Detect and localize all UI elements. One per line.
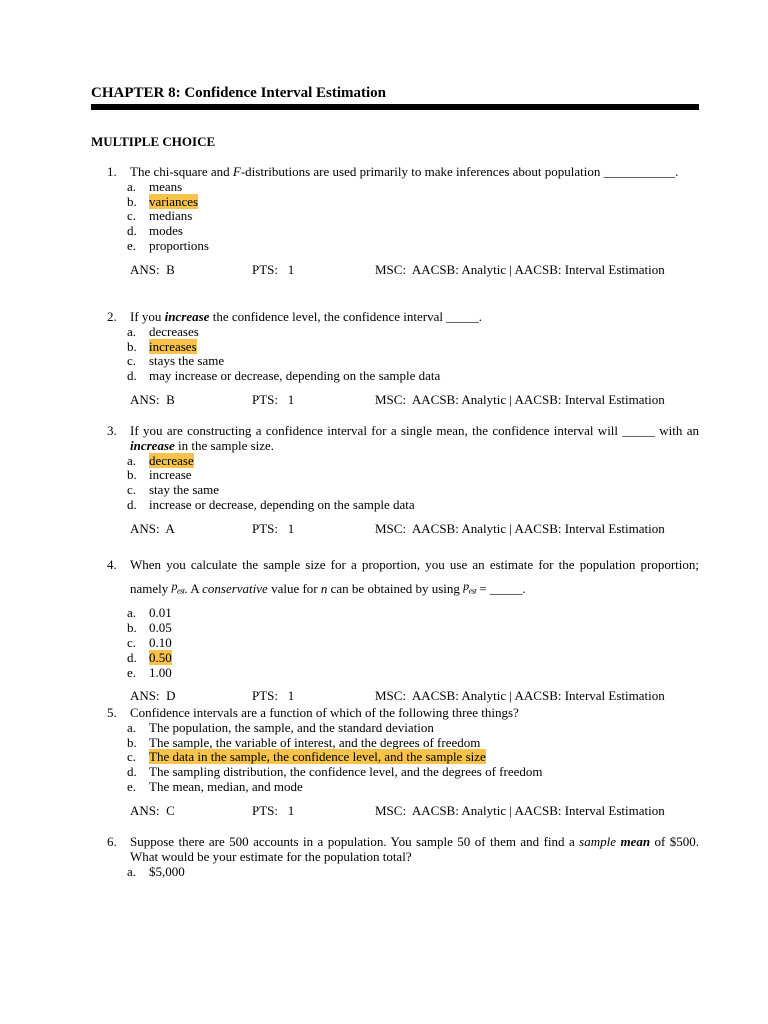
answer-option	[91, 750, 699, 765]
option-letter: c.	[127, 749, 137, 765]
points-label: PTS: 1	[252, 261, 295, 277]
msc-label: MSC: AACSB: Analytic | AACSB: Interval Estimation	[375, 520, 665, 536]
option-letter: e.	[127, 237, 137, 253]
option-text: The population, the sample, and the standard deviation	[149, 719, 434, 735]
title-rule	[91, 104, 699, 110]
stem-text: -distributions are used primarily to make inferences about population ___________.	[240, 164, 679, 179]
option-list	[91, 865, 699, 880]
stem-text: Suppose there are 500 accounts in a population. You sample 50 of them and find a	[130, 834, 580, 849]
answer-option	[91, 721, 699, 736]
option-letter: e.	[127, 778, 137, 794]
option-letter: d.	[127, 496, 137, 512]
option-letter: e.	[127, 664, 137, 680]
question-number: 3.	[107, 423, 117, 438]
points-label: PTS: 1	[252, 688, 295, 704]
option-text: 1.00	[149, 664, 172, 680]
chapter-title: CHAPTER 8: Confidence Interval Estimation	[91, 85, 386, 101]
section-heading: MULTIPLE CHOICE	[91, 134, 216, 149]
stem-italic: F	[232, 164, 241, 179]
option-letter: a.	[127, 605, 137, 621]
question-number: 4.	[107, 557, 117, 572]
question-5	[91, 706, 699, 819]
option-letter: c.	[127, 634, 137, 650]
stem-italic: n	[320, 581, 328, 596]
answer-label: ANS: B	[130, 261, 175, 277]
option-text-highlighted: The data in the sample, the confidence level, and the sample size	[149, 749, 486, 765]
option-list	[91, 325, 699, 384]
option-text: may increase or decrease, depending on the sample data	[149, 368, 441, 384]
option-list	[91, 454, 699, 513]
question-number: 6.	[107, 834, 117, 849]
answer-option	[91, 736, 699, 751]
option-text-highlighted: variances	[149, 193, 199, 209]
stem-text: When you calculate the sample size for a proportion, you use an estimate for the population proportion; namely	[130, 557, 699, 596]
answer-option	[91, 606, 699, 621]
stem-italic: sample	[579, 834, 617, 849]
option-text: means	[149, 178, 183, 194]
question-2	[91, 310, 699, 408]
option-text-highlighted: 0.50	[149, 649, 172, 665]
answer-line	[91, 522, 699, 537]
stem-text: If you are constructing a confidence interval for a single mean, the confidence interval will _____ with an	[130, 423, 699, 438]
answer-line	[91, 689, 699, 704]
points-label: PTS: 1	[252, 391, 295, 407]
answer-option	[91, 498, 699, 513]
option-letter: c.	[127, 353, 137, 369]
option-letter: a.	[127, 323, 137, 339]
question-number: 5.	[107, 705, 117, 720]
option-list	[91, 180, 699, 254]
question-stem	[91, 424, 699, 454]
answer-option	[91, 325, 699, 340]
answer-option	[91, 454, 699, 469]
option-letter: c.	[127, 482, 137, 498]
option-text: The sample, the variable of interest, and the degrees of freedom	[149, 734, 481, 750]
option-letter: a.	[127, 719, 137, 735]
stem-text: in the sample size.	[174, 437, 275, 453]
msc-label: MSC: AACSB: Analytic | AACSB: Interval Estimation	[375, 802, 665, 818]
answer-label: ANS: C	[130, 802, 175, 818]
answer-option	[91, 195, 699, 210]
option-text: medians	[149, 208, 193, 224]
answer-option	[91, 209, 699, 224]
answer-option	[91, 354, 699, 369]
stem-text: If you	[130, 309, 165, 324]
answer-option	[91, 666, 699, 681]
option-letter: a.	[127, 863, 137, 879]
answer-option	[91, 636, 699, 651]
option-text: stays the same	[149, 353, 225, 369]
option-text: The sampling distribution, the confidence level, and the degrees of freedom	[149, 764, 543, 780]
option-text: increase or decrease, depending on the sample data	[149, 496, 415, 512]
answer-option	[91, 468, 699, 483]
question-6	[91, 835, 699, 879]
option-letter: d.	[127, 223, 137, 239]
question-stem	[91, 706, 699, 721]
answer-option	[91, 180, 699, 195]
stem-text: The chi-square and	[130, 164, 233, 179]
p-est-symbol: $p_{est}$	[171, 579, 185, 596]
option-letter: a.	[127, 452, 137, 468]
answer-option	[91, 340, 699, 355]
answer-line	[91, 393, 699, 408]
option-list	[91, 721, 699, 795]
option-text-highlighted: increases	[149, 338, 197, 354]
option-text: decreases	[149, 323, 199, 339]
option-letter: b.	[127, 620, 137, 636]
option-text: modes	[149, 223, 183, 239]
answer-option	[91, 865, 699, 880]
stem-italic: conservative	[202, 581, 268, 596]
option-letter: b.	[127, 338, 137, 354]
answer-option	[91, 621, 699, 636]
option-list	[91, 606, 699, 680]
option-text: 0.10	[149, 634, 172, 650]
option-letter: d.	[127, 368, 137, 384]
answer-option	[91, 651, 699, 666]
answer-option	[91, 483, 699, 498]
question-stem	[91, 835, 699, 865]
option-letter: b.	[127, 193, 137, 209]
question-stem	[91, 553, 699, 606]
msc-label: MSC: AACSB: Analytic | AACSB: Interval Estimation	[375, 391, 665, 407]
stem-text: = _____.	[476, 581, 526, 596]
question-stem	[91, 310, 699, 325]
option-text: proportions	[149, 237, 209, 253]
option-text: increase	[149, 467, 192, 483]
option-text-highlighted: decrease	[149, 452, 194, 468]
points-label: PTS: 1	[252, 802, 295, 818]
stem-text: the confidence level, the confidence interval _____.	[209, 309, 482, 324]
option-text: $5,000	[149, 863, 185, 879]
msc-label: MSC: AACSB: Analytic | AACSB: Interval Estimation	[375, 261, 665, 277]
answer-label: ANS: D	[130, 688, 176, 704]
option-text: 0.01	[149, 605, 172, 621]
answer-line	[91, 263, 699, 278]
stem-bold-italic: mean	[620, 834, 651, 849]
answer-option	[91, 224, 699, 239]
option-text: The mean, median, and mode	[149, 778, 303, 794]
option-letter: d.	[127, 649, 137, 665]
answer-option	[91, 780, 699, 795]
answer-line	[91, 804, 699, 819]
stem-text: can be obtained by using	[327, 581, 464, 596]
option-letter: b.	[127, 467, 137, 483]
points-label: PTS: 1	[252, 520, 295, 536]
stem-text: Confidence intervals are a function of which of the following three things?	[130, 705, 519, 720]
option-text: stay the same	[149, 482, 220, 498]
question-3	[91, 424, 699, 537]
stem-bold-italic: increase	[164, 309, 210, 324]
option-letter: c.	[127, 208, 137, 224]
option-letter: d.	[127, 764, 137, 780]
p-est-symbol: $p_{est}$	[463, 579, 477, 596]
option-letter: a.	[127, 178, 137, 194]
answer-option	[91, 765, 699, 780]
answer-option	[91, 369, 699, 384]
option-text: 0.05	[149, 620, 172, 636]
answer-option	[91, 239, 699, 254]
stem-text: . A	[184, 581, 203, 596]
question-4	[91, 553, 699, 704]
question-1	[91, 165, 699, 278]
question-number: 1.	[107, 164, 117, 179]
stem-bold-italic: increase	[130, 437, 175, 453]
msc-label: MSC: AACSB: Analytic | AACSB: Interval Estimation	[375, 688, 665, 704]
stem-text: value for	[267, 581, 321, 596]
option-letter: b.	[127, 734, 137, 750]
question-number: 2.	[107, 309, 117, 324]
stem-text: of $500. What would be your estimate for the population total?	[130, 834, 700, 864]
answer-label: ANS: B	[130, 391, 175, 407]
question-stem	[91, 165, 699, 180]
answer-label: ANS: A	[130, 520, 175, 536]
